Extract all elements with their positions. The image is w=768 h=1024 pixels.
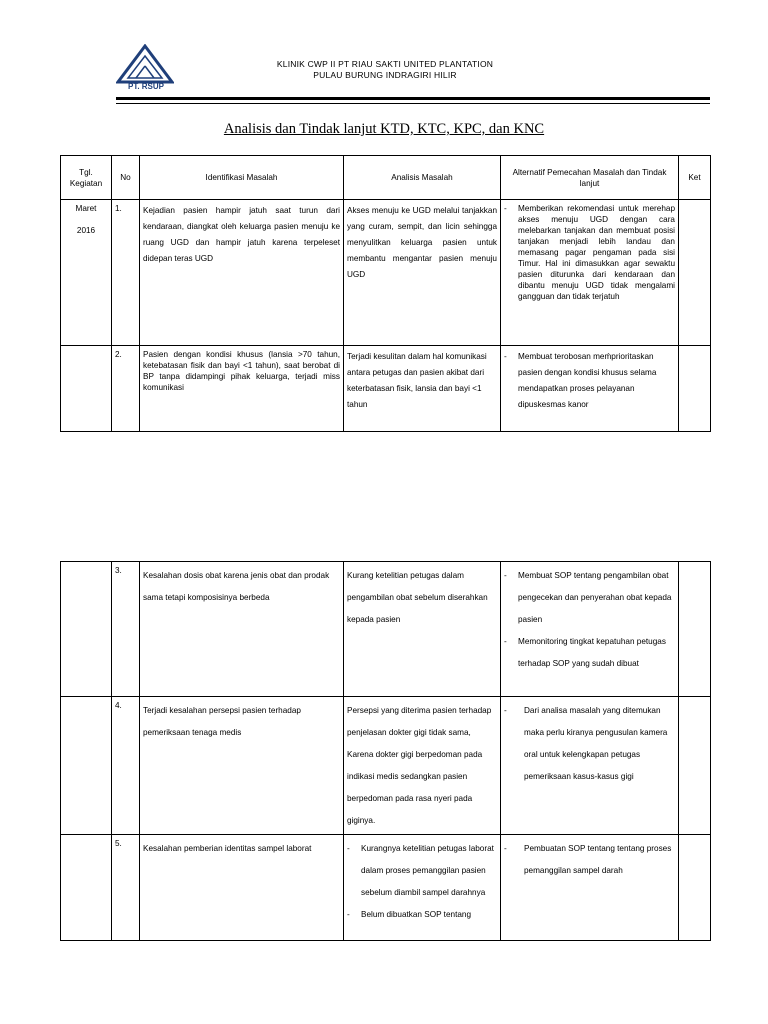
col-header-no: No: [112, 156, 140, 200]
cell-ket: [679, 562, 711, 697]
header-rule-thin: [116, 103, 710, 104]
cell-alternatif: [501, 835, 679, 941]
list-item: - Membuat terobosan meḿprioritaskan pasien dengan kondisi khusus selama mendapatkan proses pelayanan dipuskesmas kanor: [504, 349, 675, 413]
cell-tgl: [61, 562, 112, 697]
list-item: - Dari analisa masalah yang ditemukan maka perlu kiranya pengusulan kamera oral untuk kelengkapan petugas pemeriksaan kasus-kasus gigi: [504, 700, 675, 788]
table-header-row: [61, 156, 711, 200]
cell-alternatif: [501, 200, 679, 346]
cell-no: 5.: [112, 835, 140, 941]
header-rule-thick: [116, 97, 710, 100]
col-header-tgl: Tgl. Kegiatan: [61, 156, 112, 200]
cell-ket: [679, 835, 711, 941]
cell-analisis: Akses menuju ke UGD melalui tanjakkan yang curam, sempit, dan licin sehingga menyulitkan keluarga pasien untuk membantu mengantar pasien menuju UGD: [344, 200, 501, 346]
cell-no: 4.: [112, 697, 140, 835]
list-item: - Memberikan rekomendasi untuk merehap akses menuju UGD dengan cara melebarkan tanjakan dan membuat posisi tanjakan menjadi lebih landau dan memasang pagar pengaman pada sisi Timur. Hal ini dimasukkan agar sewaktu pasien diturunka dari kendaraan dan dibantu menuju UGD tidak mengalami gangguan dan tidak terjatuh: [504, 203, 675, 302]
org-name: KLINIK CWP II PT RIAU SAKTI UNITED PLANTATION: [276, 59, 494, 69]
cell-ket: [679, 346, 711, 432]
cell-tgl: [61, 200, 112, 346]
cell-alternatif: [501, 562, 679, 697]
document-title: Analisis dan Tindak lanjut KTD, KTC, KPC, dan KNC: [223, 121, 545, 137]
col-header-ket: Ket: [679, 156, 711, 200]
tgl-month: Maret: [75, 204, 97, 213]
tgl-year: 2016: [76, 226, 96, 235]
col-header-alternatif: Alternatif Pemecahan Masalah dan Tindak lanjut: [501, 156, 679, 200]
table-row: [61, 562, 711, 697]
cell-analisis: [344, 835, 501, 941]
cell-alternatif: [501, 346, 679, 432]
list-item: - Memonitoring tingkat kepatuhan petugas terhadap SOP yang sudah dibuat: [504, 631, 675, 675]
cell-ket: [679, 697, 711, 835]
cell-tgl: [61, 697, 112, 835]
table-row: [61, 697, 711, 835]
col-header-identifikasi: Identifikasi Masalah: [140, 156, 344, 200]
cell-tgl: [61, 346, 112, 432]
org-location: PULAU BURUNG INDRAGIRI HILIR: [313, 70, 457, 80]
cell-tgl: [61, 835, 112, 941]
table-row: [61, 346, 711, 432]
cell-identifikasi: Pasien dengan kondisi khusus (lansia >70 tahun, ketebatasan fisik dan bayi <1 tahun), saat berobat di BP tanpa didampingi pihak keluarga, terjadi miss komunikasi: [140, 346, 344, 432]
list-item: - Pembuatan SOP tentang tentang proses pemanggilan sampel darah: [504, 838, 675, 882]
cell-ket: [679, 200, 711, 346]
list-item: - Belum dibuatkan SOP tentang: [347, 904, 497, 926]
list-item: - Kurangnya ketelitian petugas laborat dalam proses pemanggilan pasien sebelum diambil sampel darahnya: [347, 838, 497, 904]
table-row: [61, 200, 711, 346]
cell-analisis: Terjadi kesulitan dalam hal komunikasi antara petugas dan pasien akibat dari keterbatasan fisik, lansia dan bayi <1 tahun: [344, 346, 501, 432]
table-row: [61, 835, 711, 941]
logo-text: PT. RSUP: [127, 82, 164, 91]
cell-no: 1.: [112, 200, 140, 346]
analysis-table-2: [60, 561, 711, 941]
cell-identifikasi: Terjadi kesalahan persepsi pasien terhadap pemeriksaan tenaga medis: [140, 697, 344, 835]
analysis-table-1: [60, 155, 711, 432]
list-item: - Membuat SOP tentang pengambilan obat pengecekan dan penyerahan obat kepada pasien: [504, 565, 675, 631]
cell-identifikasi: Kesalahan dosis obat karena jenis obat dan prodak sama tetapi komposisinya berbeda: [140, 562, 344, 697]
cell-alternatif: [501, 697, 679, 835]
cell-no: 3.: [112, 562, 140, 697]
cell-analisis: Kurang ketelitian petugas dalam pengambilan obat sebelum diserahkan kepada pasien: [344, 562, 501, 697]
cell-no: 2.: [112, 346, 140, 432]
col-header-analisis: Analisis Masalah: [344, 156, 501, 200]
cell-analisis: Persepsi yang diterima pasien terhadap penjelasan dokter gigi tidak sama, Karena dokter gigi berpedoman pada indikasi medis sedangkan pasien berpedoman pada rasa nyeri pada giginya.: [344, 697, 501, 835]
cell-identifikasi: Kesalahan pemberian identitas sampel laborat: [140, 835, 344, 941]
cell-identifikasi: Kejadian pasien hampir jatuh saat turun dari kendaraan, diangkat oleh keluarga pasien menuju ke ruang UGD dan hampir jatuh karena terpeleset didepan teras UGD: [140, 200, 344, 346]
organization-header: [190, 59, 580, 81]
